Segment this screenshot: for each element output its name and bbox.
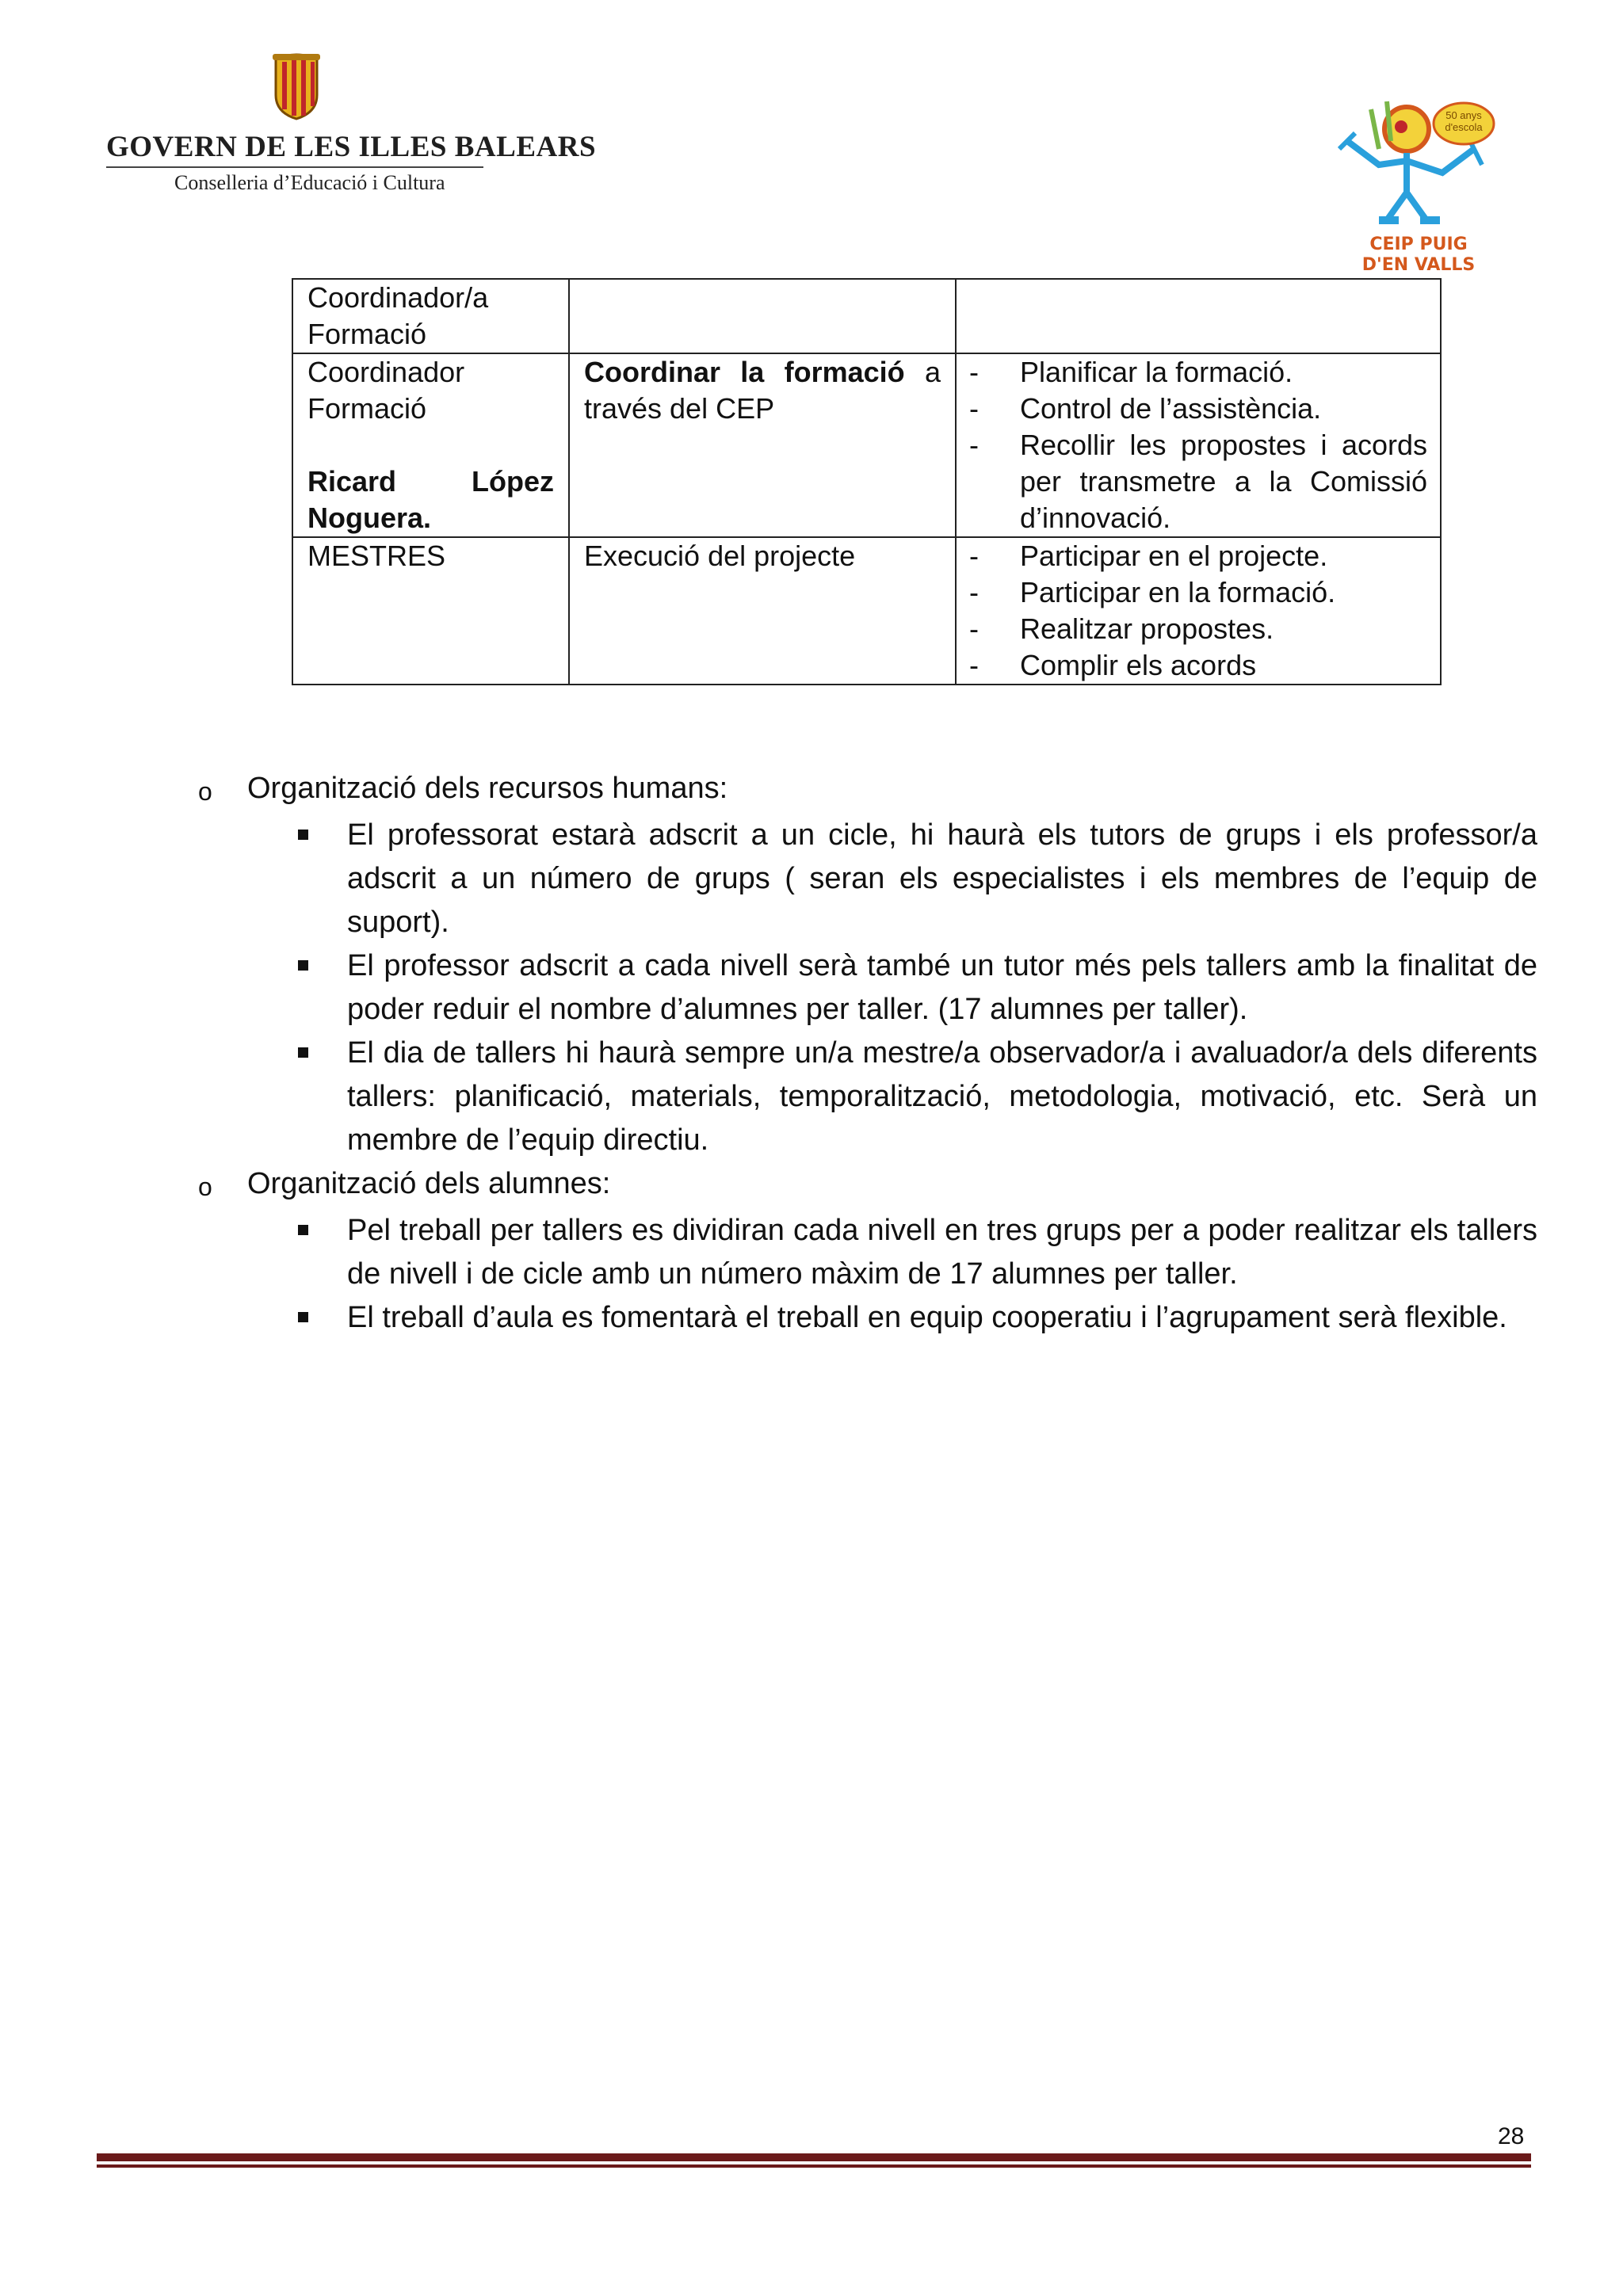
task-list: [969, 538, 1427, 684]
table-row: [292, 537, 1441, 685]
footer-rule: [97, 2153, 1531, 2161]
table-cell: Coordinador Formació Ricard López Noguera.: [292, 353, 569, 537]
coordinator-name: Ricard López: [307, 465, 554, 498]
list-item: Pel treball per tallers es dividiran cada nivell en tres grups per a poder realitzar els tallers de nivell i de cicle amb un número màxim de 17 alumnes per taller.: [295, 1209, 1537, 1296]
square-bullet-icon: [295, 814, 347, 944]
list-item: El dia de tallers hi haurà sempre un/a mestre/a observador/a i avaluador/a dels diferents tallers: planificació, materials, temporalització, metodologia, motivació, etc. Serà un membre de l’equip directiu.: [295, 1032, 1537, 1162]
section-heading: o Organització dels alumnes:: [198, 1162, 1537, 1209]
coat-of-arms-icon: [265, 51, 328, 120]
section-heading: o Organització dels recursos humans:: [198, 767, 1537, 814]
govern-logo: [106, 51, 597, 201]
list-item: El professor adscrit a cada nivell serà també un tutor més pels tallers amb la finalitat de poder reduir el nombre d’alumnes per taller. (17 alumnes per taller).: [295, 944, 1537, 1032]
table-cell: [956, 279, 1441, 353]
org-divider: [106, 166, 483, 168]
list-item: - Participar en la formació.: [969, 576, 1336, 608]
org-subtitle: Conselleria d’Educació i Cultura: [174, 171, 445, 194]
footer-rule-thin: [97, 2164, 1531, 2168]
school-logo: [1331, 86, 1498, 284]
square-bullet-icon: [295, 1296, 347, 1340]
task-list: [969, 354, 1427, 536]
table-cell: [956, 353, 1441, 537]
table-row: [292, 279, 1441, 353]
list-item: - Participar en el projecte.: [969, 540, 1328, 572]
table-row: [292, 353, 1441, 537]
table-cell: Coordinar la formació a través del CEP: [569, 353, 956, 537]
list-item: El treball d’aula es fomentarà el treball en equip cooperatiu i l’agrupament serà flexible.: [295, 1296, 1537, 1340]
square-bullet-icon: [295, 1209, 347, 1296]
roles-table: [292, 278, 1442, 685]
list-item: - Realitzar propostes.: [969, 612, 1274, 645]
list-item: - Recollir les propostes i acords per transmetre a la Comissió d’innovació.: [969, 429, 1427, 534]
square-bullet-icon: [295, 944, 347, 1032]
org-name: GOVERN DE LES ILLES BALEARS: [106, 131, 597, 163]
table-cell: [956, 537, 1441, 685]
square-bullet-icon: [295, 1032, 347, 1162]
table-cell: [569, 279, 956, 353]
list-item: - Control de l’assistència.: [969, 392, 1322, 425]
list-item: - Planificar la formació.: [969, 356, 1293, 388]
table-cell: Coordinador/a Formació: [292, 279, 569, 353]
school-name: CEIP PUIG D'EN VALLS: [1361, 235, 1476, 275]
circle-bullet-icon: o: [198, 1173, 212, 1201]
school-badge: 50 anys d'escola: [1445, 109, 1483, 133]
organization-outline: [198, 767, 1537, 1340]
table-cell: Execució del projecte: [569, 537, 956, 685]
list-item: El professorat estarà adscrit a un cicle, hi haurà els tutors de grups i els professor/a adscrit a un número de grups ( seran els especialistes i els membres de l’equip de suport).: [295, 814, 1537, 944]
school-mascot-icon: [1331, 86, 1498, 236]
list-item: - Complir els acords: [969, 649, 1257, 681]
table-cell: MESTRES: [292, 537, 569, 685]
circle-bullet-icon: o: [198, 777, 212, 806]
page-number: 28: [1498, 2123, 1525, 2149]
